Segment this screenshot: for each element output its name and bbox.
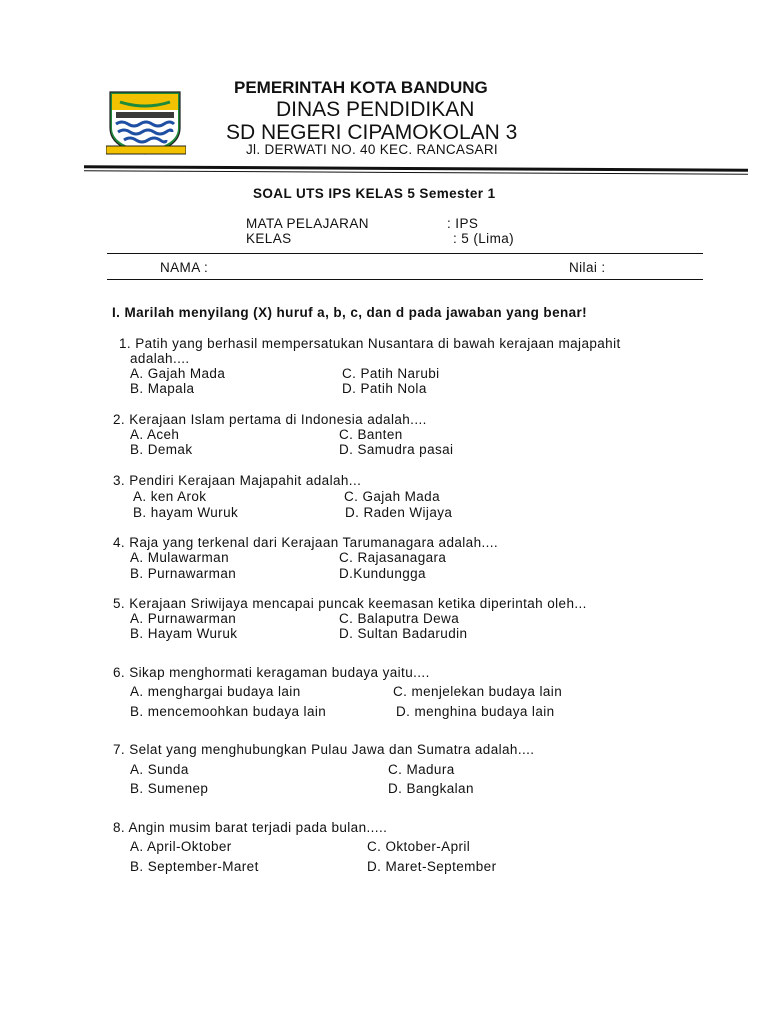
school-address: Jl. DERWATI NO. 40 KEC. RANCASARI <box>246 142 498 157</box>
q8-option-c: C. Oktober-April <box>367 839 471 854</box>
q7-option-d: D. Bangkalan <box>388 781 474 796</box>
q3-option-d: D. Raden Wijaya <box>345 505 453 520</box>
class-value: : 5 (Lima) <box>453 231 515 246</box>
q5-option-d: D. Sultan Badarudin <box>339 626 468 641</box>
question-5: 5. Kerajaan Sriwijaya mencapai puncak keemasan ketika diperintah oleh... <box>113 596 587 611</box>
name-row-bottom-line <box>107 279 703 280</box>
name-row-top-line <box>107 253 703 254</box>
q4-option-b: B. Purnawarman <box>130 566 237 581</box>
question-7: 7. Selat yang menghubungkan Pulau Jawa dan Sumatra adalah.... <box>113 742 535 757</box>
q4-option-c: C. Rajasanagara <box>339 550 447 565</box>
school-name: SD NEGERI CIPAMOKOLAN 3 <box>226 121 518 144</box>
q2-option-b: B. Demak <box>130 442 193 457</box>
subject-label: MATA PELAJARAN <box>246 216 369 231</box>
question-1-cont: adalah.... <box>130 351 190 366</box>
q2-option-c: C. Banten <box>339 427 403 442</box>
q6-option-b: B. mencemoohkan budaya lain <box>130 704 327 719</box>
q1-option-c: C. Patih Narubi <box>342 366 440 381</box>
question-6: 6. Sikap menghormati keragaman budaya yaitu.... <box>113 665 430 680</box>
q6-option-d: D. menghina budaya lain <box>396 704 555 719</box>
q5-option-b: B. Hayam Wuruk <box>130 626 238 641</box>
q3-option-a: A. ken Arok <box>133 489 207 504</box>
question-3: 3. Pendiri Kerajaan Majapahit adalah... <box>113 473 362 488</box>
q7-option-c: C. Madura <box>388 762 455 777</box>
q8-option-a: A. April-Oktober <box>130 839 232 854</box>
instruction: I. Marilah menyilang (X) huruf a, b, c, dan d pada jawaban yang benar! <box>112 305 588 320</box>
emblem-shield-icon <box>106 88 186 160</box>
header-line-department: DINAS PENDIDIKAN <box>276 98 475 121</box>
bandung-city-emblem <box>106 88 186 160</box>
q7-option-a: A. Sunda <box>130 762 189 777</box>
score-label: Nilai : <box>569 260 606 275</box>
exam-title: SOAL UTS IPS KELAS 5 Semester 1 <box>253 186 496 201</box>
question-1: 1. Patih yang berhasil mempersatukan Nusantara di bawah kerajaan majapahit <box>119 336 621 351</box>
q7-option-b: B. Sumenep <box>130 781 209 796</box>
q4-option-d: D.Kundungga <box>339 566 426 581</box>
q8-option-b: B. September-Maret <box>130 859 259 874</box>
q3-option-c: C. Gajah Mada <box>344 489 440 504</box>
subject-value: : IPS <box>447 216 479 231</box>
q2-option-a: A. Aceh <box>130 427 180 442</box>
question-8: 8. Angin musim barat terjadi pada bulan..... <box>113 820 388 835</box>
q2-option-d: D. Samudra pasai <box>339 442 454 457</box>
q1-option-d: D. Patih Nola <box>342 381 427 396</box>
q4-option-a: A. Mulawarman <box>130 550 229 565</box>
q5-option-c: C. Balaputra Dewa <box>339 611 460 626</box>
q1-option-b: B. Mapala <box>130 381 195 396</box>
q6-option-a: A. menghargai budaya lain <box>130 684 301 699</box>
q8-option-d: D. Maret-September <box>367 859 497 874</box>
name-label: NAMA : <box>160 260 209 275</box>
class-label: KELAS <box>246 231 292 246</box>
q3-option-b: B. hayam Wuruk <box>133 505 239 520</box>
question-2: 2. Kerajaan Islam pertama di Indonesia adalah.... <box>113 412 427 427</box>
q5-option-a: A. Purnawarman <box>130 611 237 626</box>
q1-option-a: A. Gajah Mada <box>130 366 226 381</box>
header-line-government: PEMERINTAH KOTA BANDUNG <box>234 78 488 97</box>
q6-option-c: C. menjelekan budaya lain <box>393 684 563 699</box>
question-4: 4. Raja yang terkenal dari Kerajaan Tarumanagara adalah.... <box>113 535 499 550</box>
